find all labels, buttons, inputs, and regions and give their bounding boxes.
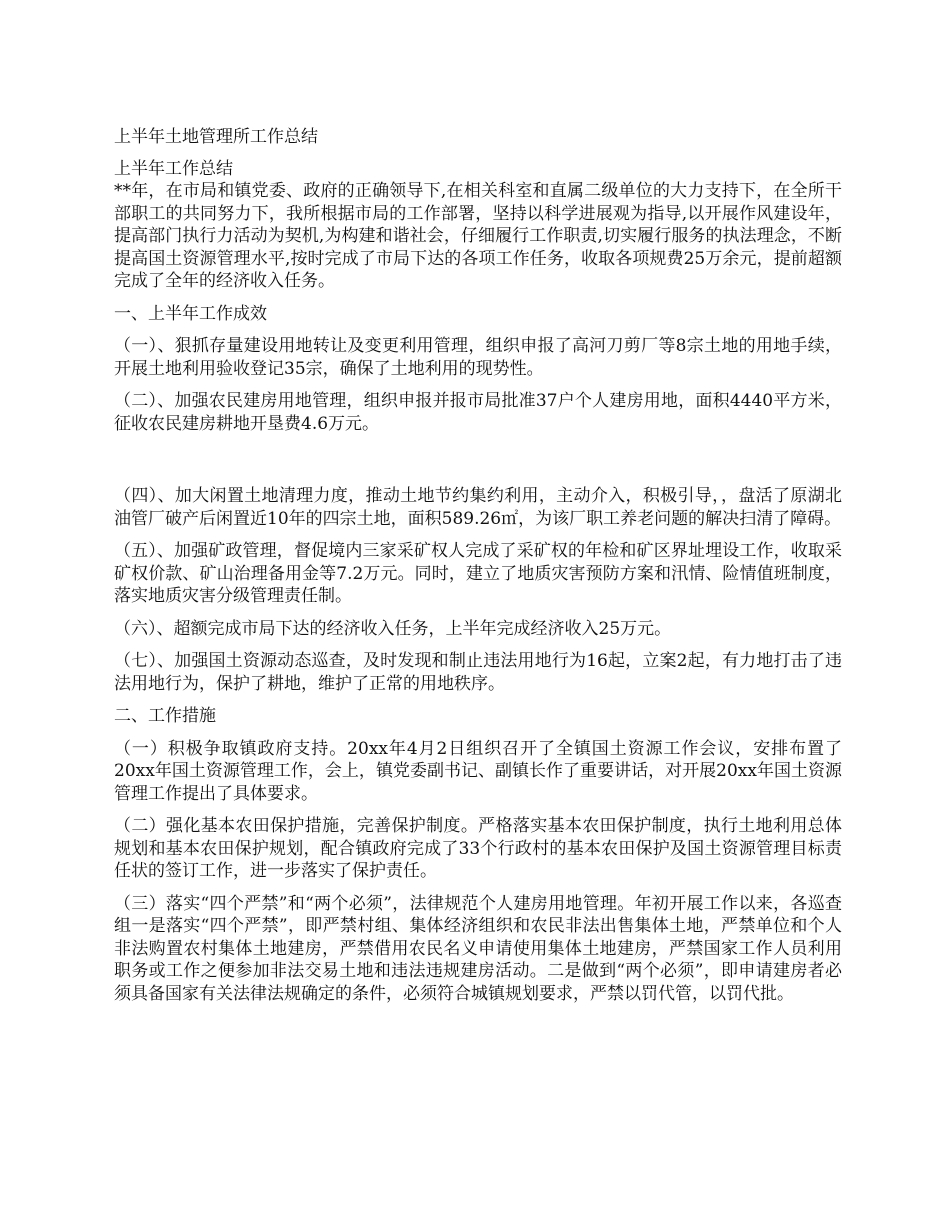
document-subtitle: 上半年工作总结: [114, 159, 233, 179]
section-2-item: （二）强化基本农田保护措施，完善保护制度。严格落实基本农田保护制度，执行土地利用总体规划和基本农田保护规划，配合镇政府完成了33个行政村的基本农田保护及国土资源管理目标责任状的签订工作，进一步落实了保护责任。: [114, 816, 842, 881]
section-1-item: （一）、狠抓存量建设用地转让及变更利用管理，组织申报了高河刀剪厂等8宗土地的用地手续，开展土地利用验收登记35宗，确保了土地利用的现势性。: [114, 336, 842, 379]
document-page: [114, 124, 842, 1015]
section-2-heading: 二、工作措施: [114, 706, 216, 726]
section-2-item: （三）落实“四个严禁”和“两个必须”，法律规范个人建房用地管理。年初开展工作以来，各巡查组一是落实“四个严禁”，即严禁村组、集体经济组织和农民非法出售集体土地，严禁单位和个人非法购置农村集体土地建房，严禁借用农民名义申请使用集体土地建房，严禁国家工作人员利用职务或工作之便参加非法交易土地和违法违规建房活动。二是做到“两个必须”，即申请建房者必须具备国家有关法律法规确定的条件，必须符合城镇规划要求，严禁以罚代管，以罚代批。: [114, 893, 842, 1004]
section-1-heading: 一、上半年工作成效: [114, 303, 267, 324]
section-2-item: （一）积极争取镇政府支持。20xx年4月2日组织召开了全镇国土资源工作会议，安排布置了20xx年国土资源管理工作，会上，镇党委副书记、副镇长作了重要讲话，对开展20xx年国土资源管理工作提出了具体要求。: [114, 738, 842, 804]
section-1-item: （七）、加强国土资源动态巡查，及时发现和制止违法用地行为16起，立案2起，有力地打击了违法用地行为，保护了耕地，维护了正常的用地秩序。: [114, 651, 842, 694]
blank-space: [114, 445, 842, 485]
section-1-item: （五）、加强矿政管理，督促境内三家采矿权人完成了采矿权的年检和矿区界址埋设工作，收取采矿权价款、矿山治理备用金等7.2万元。同时，建立了地质灾害预防方案和汛情、险情值班制度，落实地质灾害分级管理责任制。: [114, 541, 842, 606]
section-1-item: （二）、加强农民建房用地管理，组织申报并报市局批准37户个人建房用地，面积4440平方米，征收农民建房耕地开垦费4.6万元。: [114, 391, 842, 434]
intro-paragraph: **年，在市局和镇党委、政府的正确领导下,在相关科室和直属二级单位的大力支持下，在全所干部职工的共同努力下，我所根据市局的工作部署，坚持以科学进展观为指导,以开展作风建设年，提高部门执行力活动为契机,为构建和谐社会，仔细履行工作职责,切实履行服务的执法理念，不断提高国土资源管理水平,按时完成了市局下达的各项工作任务，收取各项规费25万余元，提前超额完成了全年的经济收入任务。: [114, 181, 842, 291]
section-1-item: （六）、超额完成市局下达的经济收入任务，上半年完成经济收入25万元。: [114, 618, 672, 639]
section-1-item: （四）、加大闲置土地清理力度，推动土地节约集约利用，主动介入，积极引导，，盘活了原湖北油管厂破产后闲置近10年的四宗土地，面积589.26㎡，为该厂职工养老问题的解决扫清了障碍。: [114, 486, 842, 529]
document-title: 上半年土地管理所工作总结: [114, 127, 318, 147]
